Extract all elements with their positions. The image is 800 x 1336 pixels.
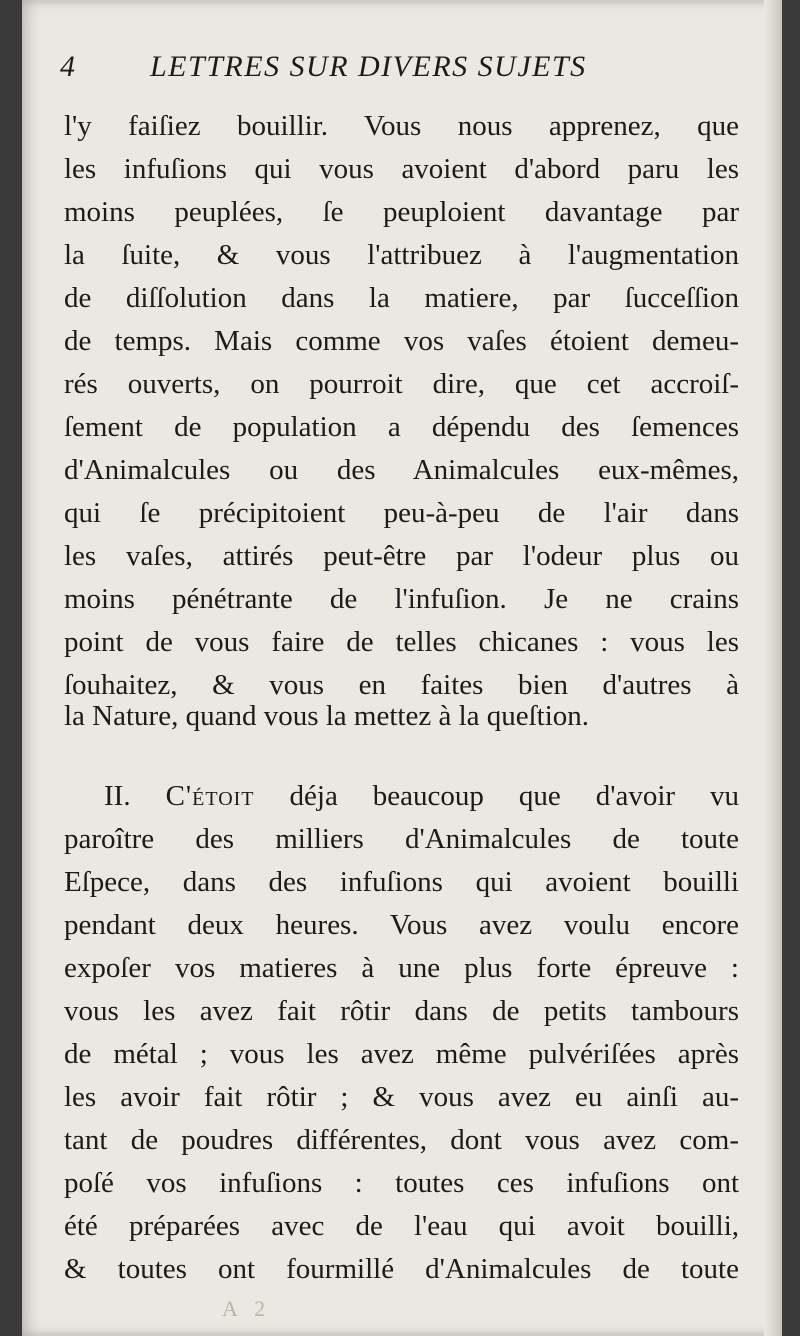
text-line: l'y faiſiez bouillir. Vous nous apprenez, que xyxy=(64,110,739,142)
text-line: les vaſes, attirés peut-être par l'odeur plus ou xyxy=(64,540,739,572)
text-line: moins peuplées, ſe peuploient davantage par xyxy=(64,196,739,228)
page-number: 4 xyxy=(60,50,77,83)
text-line: de diſſolution dans la matiere, par ſucceſſion xyxy=(64,282,739,314)
text-line: Eſpece, dans des infuſions qui avoient bouilli xyxy=(64,866,739,898)
text-line: de métal ; vous les avez même pulvériſées après xyxy=(64,1038,739,1070)
page-edge xyxy=(764,0,782,1336)
page-header xyxy=(60,50,700,96)
text-line: paroître des milliers d'Animalcules de toute xyxy=(64,823,739,855)
lead-word: C'étoit xyxy=(165,780,255,812)
text-line: les avoir fait rôtir ; & vous avez eu ainſi au- xyxy=(64,1081,739,1113)
text-line: poſé vos infuſions : toutes ces infuſions ont xyxy=(64,1167,739,1199)
text-line: tant de poudres différentes, dont vous avez com- xyxy=(64,1124,739,1156)
text-line: la ſuite, & vous l'attribuez à l'augmentation xyxy=(64,239,739,271)
text-line: été préparées avec de l'eau qui avoit bouilli, xyxy=(64,1210,739,1242)
first-line-rest: déja beaucoup que d'avoir vu xyxy=(289,780,740,812)
text-line: rés ouverts, on pourroit dire, que cet accroiſ- xyxy=(64,368,739,400)
text-line: pendant deux heures. Vous avez voulu encore xyxy=(64,909,739,941)
text-line: les infuſions qui vous avoient d'abord paru les xyxy=(64,153,739,185)
text-line: expoſer vos matieres à une plus forte épreuve : xyxy=(64,952,739,984)
text-line: d'Animalcules ou des Animalcules eux-mêmes, xyxy=(64,454,739,486)
text-line: la Nature, quand vous la mettez à la queſtion. xyxy=(64,700,590,732)
text-line: qui ſe précipitoient peu-à-peu de l'air dans xyxy=(64,497,739,529)
signature-mark: A 2 xyxy=(222,1296,272,1321)
text-line: de temps. Mais comme vos vaſes étoient demeu- xyxy=(64,325,739,357)
text-line: moins pénétrante de l'infuſion. Je ne crains xyxy=(64,583,739,615)
text-line: ſouhaitez, & vous en faites bien d'autres à xyxy=(64,669,739,701)
running-head: LETTRES SUR DIVERS SUJETS xyxy=(150,50,587,83)
text-line: point de vous faire de telles chicanes : vous les xyxy=(64,626,739,658)
text-line: vous les avez fait rôtir dans de petits tambours xyxy=(64,995,739,1027)
paragraph-2-first-line xyxy=(104,776,739,816)
text-line: ſement de population a dépendu des ſemences xyxy=(64,411,739,443)
text-line: & toutes ont fourmillé d'Animalcules de toute xyxy=(64,1253,739,1285)
book-page xyxy=(22,0,782,1336)
section-number: II. xyxy=(104,780,131,812)
